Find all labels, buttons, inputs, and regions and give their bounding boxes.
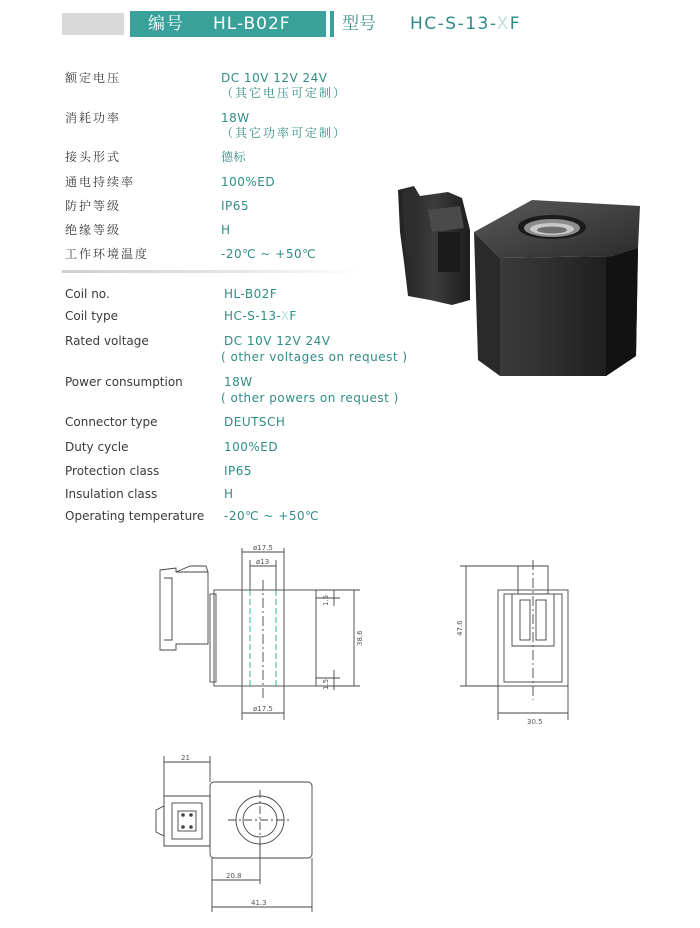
- spec-en-label: Rated voltage: [65, 334, 149, 348]
- dim-outer-dia-bottom: ø17.5: [253, 705, 273, 713]
- spec-en-label: Duty cycle: [65, 440, 129, 454]
- dim-front-height: 38.6: [356, 630, 364, 646]
- spec-cn-value: H: [221, 223, 231, 237]
- spec-cn-note: （其它功率可定制）: [221, 126, 348, 140]
- spec-cn-value: 18W: [221, 111, 250, 125]
- spec-en-label: Connector type: [65, 415, 158, 429]
- dim-connector: 21: [181, 754, 190, 762]
- spec-cn-label: 通电持续率: [65, 175, 136, 189]
- spec-en-value: DEUTSCH: [224, 415, 286, 429]
- dim-top-gap: 1.5: [322, 594, 330, 606]
- spec-en-value: HL-B02F: [224, 287, 278, 301]
- spec-cn-label: 消耗功率: [65, 111, 122, 125]
- spec-cn-value: -20℃ ~ +50℃: [221, 247, 317, 261]
- spec-cn-label: 接头形式: [65, 150, 122, 164]
- type-value-prefix: HC-S-13-: [410, 14, 497, 34]
- spec-cn-value: IP65: [221, 199, 250, 213]
- spec-en-label: Insulation class: [65, 487, 158, 501]
- dim-outer-dia-top: ø17.5: [253, 544, 273, 552]
- spec-cn-value: 德标: [221, 150, 247, 164]
- spec-cn-label: 工作环境温度: [65, 247, 150, 261]
- dim-bottom-gap: 1.5: [322, 678, 330, 690]
- front-view-drawing: [160, 548, 360, 720]
- number-value: HL-B02F: [213, 14, 291, 34]
- type-value-suffix: F: [509, 14, 522, 34]
- top-view-drawing: [156, 756, 312, 912]
- coil-type-x: X: [280, 309, 290, 323]
- spec-en-value: DC 10V 12V 24V: [224, 334, 331, 348]
- spec-en-label: Coil type: [65, 309, 119, 323]
- spec-cn-value: 100%ED: [221, 175, 276, 189]
- dim-side-height: 47.6: [456, 620, 464, 636]
- spec-en-label: Protection class: [65, 464, 160, 478]
- dim-center: 20.8: [226, 872, 242, 880]
- type-value-x: X: [496, 14, 510, 34]
- spec-cn-label: 额定电压: [65, 71, 122, 85]
- dim-side-width: 30.5: [527, 718, 543, 726]
- spec-en-value: H: [224, 487, 234, 501]
- spec-en-note: ( other powers on request ): [221, 391, 399, 405]
- spec-en-value: -20℃ ~ +50℃: [224, 509, 320, 523]
- spec-en-label: Operating temperature: [65, 509, 205, 523]
- spec-cn-label: 绝缘等级: [65, 223, 122, 237]
- side-view-drawing: [460, 560, 568, 720]
- spec-cn-label: 防护等级: [65, 199, 122, 213]
- spec-en-label: Power consumption: [65, 375, 183, 389]
- dim-total: 41.3: [251, 899, 267, 907]
- spec-cn-note: （其它电压可定制）: [221, 86, 348, 100]
- spec-cn-value: DC 10V 12V 24V: [221, 71, 328, 85]
- type-label: 型号: [342, 14, 376, 34]
- dim-inner-dia: ø13: [256, 558, 270, 566]
- spec-en-note: ( other voltages on request ): [221, 350, 408, 364]
- number-label: 编号: [148, 14, 184, 34]
- spec-en-value: IP65: [224, 464, 253, 478]
- spec-en-value: 18W: [224, 375, 253, 389]
- spec-en-value: 100%ED: [224, 440, 279, 454]
- spec-en-label: Coil no.: [65, 287, 110, 301]
- coil-type-suffix: F: [289, 309, 297, 323]
- coil-type-prefix: HC-S-13-: [224, 309, 281, 323]
